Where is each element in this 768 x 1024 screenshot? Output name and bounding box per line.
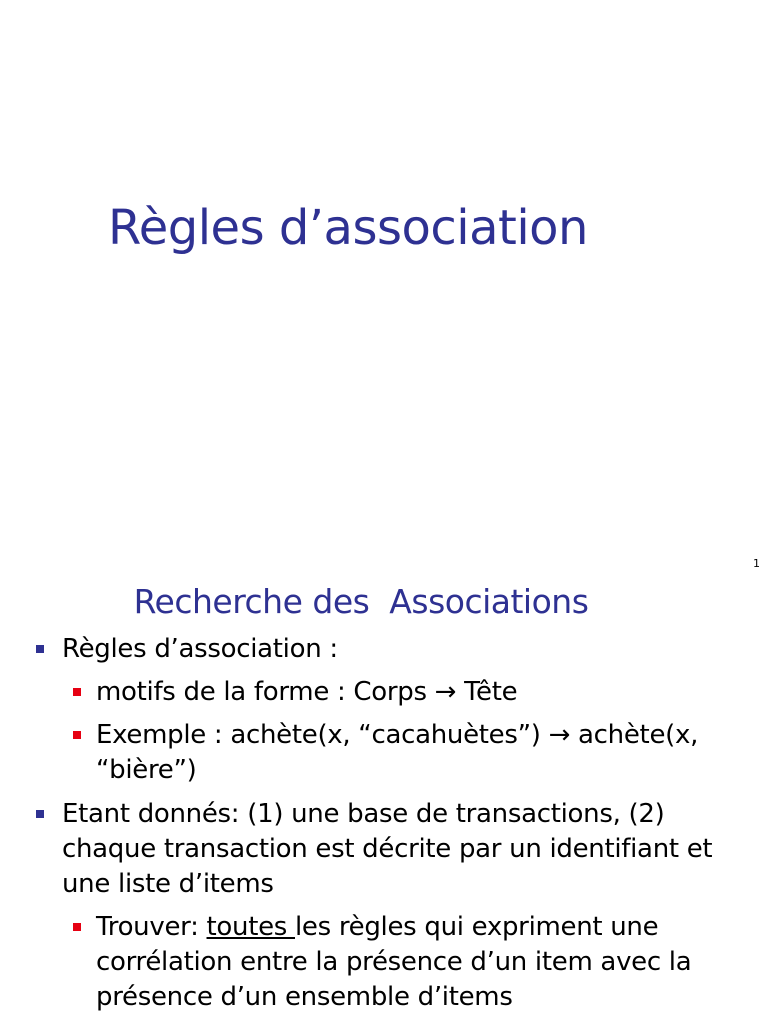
sub-bullet-item — [96, 718, 736, 788]
spacer — [0, 902, 768, 910]
slide-title: Recherche des Associations — [133, 582, 589, 621]
square-bullet-icon — [73, 688, 81, 696]
bullet-item — [62, 797, 722, 902]
spacer — [0, 667, 768, 675]
bullet-item — [62, 632, 722, 667]
bullet-list — [0, 632, 768, 1015]
spacer — [0, 710, 768, 718]
square-bullet-icon — [73, 923, 81, 931]
slide-title: Règles d’association — [108, 200, 588, 256]
bullet-text: Etant donnés: (1) une base de transactions, (2) chaque transaction est décrite par un identifiant et une liste d’items — [62, 799, 713, 899]
spacer — [0, 788, 768, 797]
square-bullet-icon — [73, 731, 81, 739]
bullet-text: motifs de la forme : Corps → Tête — [96, 677, 518, 707]
slide-2 — [0, 576, 768, 1024]
bullet-text-rest: les règles qui expriment une corrélation entre la présence d’un item avec la présence d’un ensemble d’items — [96, 912, 692, 1012]
sub-bullet-item — [96, 675, 736, 710]
page-number: 1 — [753, 557, 760, 570]
bullet-text: Règles d’association : — [62, 634, 338, 664]
emphasis-text: toutes — [206, 912, 295, 942]
square-bullet-icon — [36, 645, 44, 653]
square-bullet-icon — [36, 810, 44, 818]
sub-bullet-item — [96, 910, 736, 1015]
bullet-text: Exemple : achète(x, “cacahuètes”) → achète(x, “bière”) — [96, 720, 699, 785]
bullet-text-prefix: Trouver: — [96, 912, 207, 942]
